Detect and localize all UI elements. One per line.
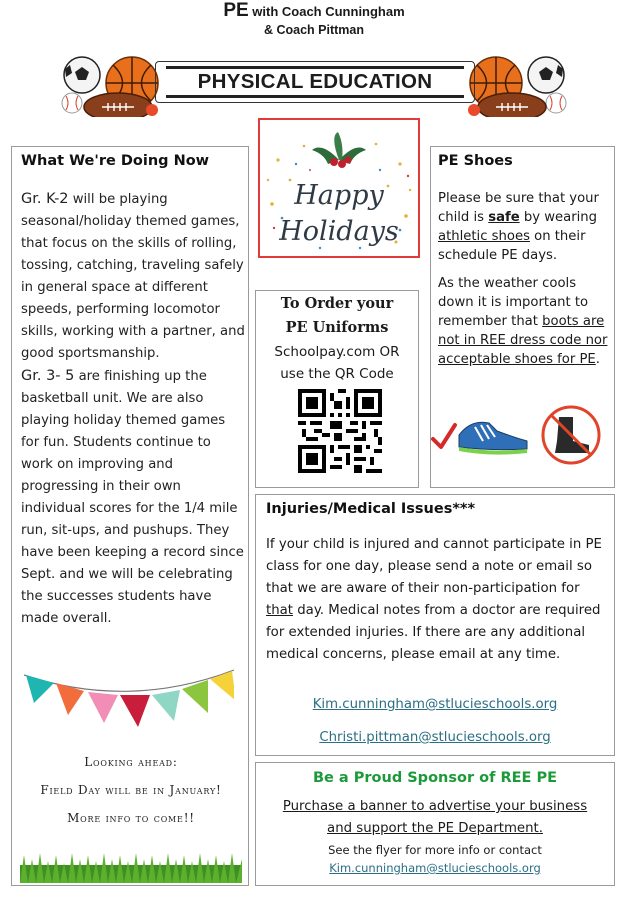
sponsor-line-1: Purchase a banner to advertise your business [282,799,588,814]
g35-text: are finishing up the basketball unit. We are also playing holiday themed games for fun. Students continue to work on improving and progressing in their own individual scores for the 1/4 mile run, sit-ups, and pushups. They have been keeping a record since Sept. and we will be celebrating the successes students have made overall. [21,369,244,626]
shoes-p1-b: by wearing [519,210,598,225]
grass-icon [20,849,242,883]
shoes-athletic: athletic shoes [438,229,530,244]
injuries-that: that [266,603,294,618]
header-coach-1: with Coach Cunningham [248,4,405,19]
sponsor-line-3: See the flyer for more info or contact [328,843,542,857]
injuries-p-b: day. Medical notes from a doctor are required for extended injuries. If there are any additional medical concerns, please email at any time. [266,603,601,662]
shoes-paragraph-2 [438,274,612,369]
football-icon [84,93,152,117]
header-title [0,0,628,22]
baseball-icon [62,93,82,113]
pe-shoes-panel [430,146,615,488]
bunting-flags-icon [24,665,234,745]
checkmark-icon [433,425,455,447]
k2-label: Gr. K-2 [21,191,69,207]
looking-ahead [12,751,250,835]
page-header [0,0,628,38]
shoes-p1-a: Please be sure that your child is [438,191,599,225]
happy-holidays-card [258,118,420,258]
sneaker-icon [459,422,527,454]
injuries-paragraph [266,534,608,666]
k2-text: will be playing seasonal/holiday themed games, that focus on the skills of rolling, tossing, catching, traveling safely in general space at different speeds, performing locomotor skills, working with a partner, and good sportsmanship. [21,192,245,361]
doing-now-heading: What We're Doing Now [21,153,210,169]
physical-education-banner [60,55,568,117]
injuries-heading: Injuries/Medical Issues*** [266,501,476,517]
shoes-safe: safe [488,210,520,225]
shoes-heading: PE Shoes [438,153,513,169]
holidays-text: Holidays [279,216,399,247]
shoes-p2-a: As the weather cools down it is important to remember that [438,276,589,329]
baseball-icon [546,93,566,113]
happy-text: Happy [294,180,384,211]
shoes-boots: boots are not in REE dress code nor acceptable shoes for PE [438,314,608,367]
sponsor-panel [255,762,615,886]
sponsor-line-2: and support the PE Department. [327,821,543,836]
email-link-pittman[interactable]: Christi.pittman@stlucieschools.org [319,730,551,745]
what-we-are-doing-panel [11,146,249,886]
header-coach-2: & Coach Pittman [263,23,364,37]
looking-ahead-2: Field Day will be in January! [40,783,222,797]
injuries-panel [255,494,615,756]
order-heading-2: PE Uniforms [285,319,389,336]
order-heading-1: To Order your [280,295,394,312]
soccer-ball-icon [528,57,564,93]
sponsor-email-link[interactable]: Kim.cunningham@stlucieschools.org [329,861,541,875]
shoes-p1-c: on their schedule PE days. [438,229,586,263]
email-link-cunningham[interactable]: Kim.cunningham@stlucieschools.org [312,697,558,712]
order-line-2: use the QR Code [280,366,394,382]
doing-now-text [21,188,245,630]
soccer-ball-icon [64,57,100,93]
no-boots-icon [543,407,599,463]
sponsor-heading: Be a Proud Sponsor of REE PE [312,770,558,786]
g35-label: Gr. 3- 5 [21,368,75,384]
injuries-p-a: If your child is injured and cannot participate in PE class for one day, please send a note or email so that we are aware of their non-participation for [266,537,602,596]
order-uniforms-panel [255,290,419,488]
shoes-p2-end: . [595,352,600,367]
banner-title: PHYSICAL EDUCATION [155,61,475,103]
header-pe: PE [223,0,249,21]
shoes-illustration [431,401,616,471]
shoes-paragraph-1 [438,189,612,265]
order-line-1: Schoolpay.com OR [274,344,400,360]
looking-ahead-3: More info to come!! [67,811,195,825]
looking-ahead-1: Looking ahead: [84,755,178,769]
football-icon [478,93,546,117]
qr-code-icon[interactable] [298,389,382,473]
